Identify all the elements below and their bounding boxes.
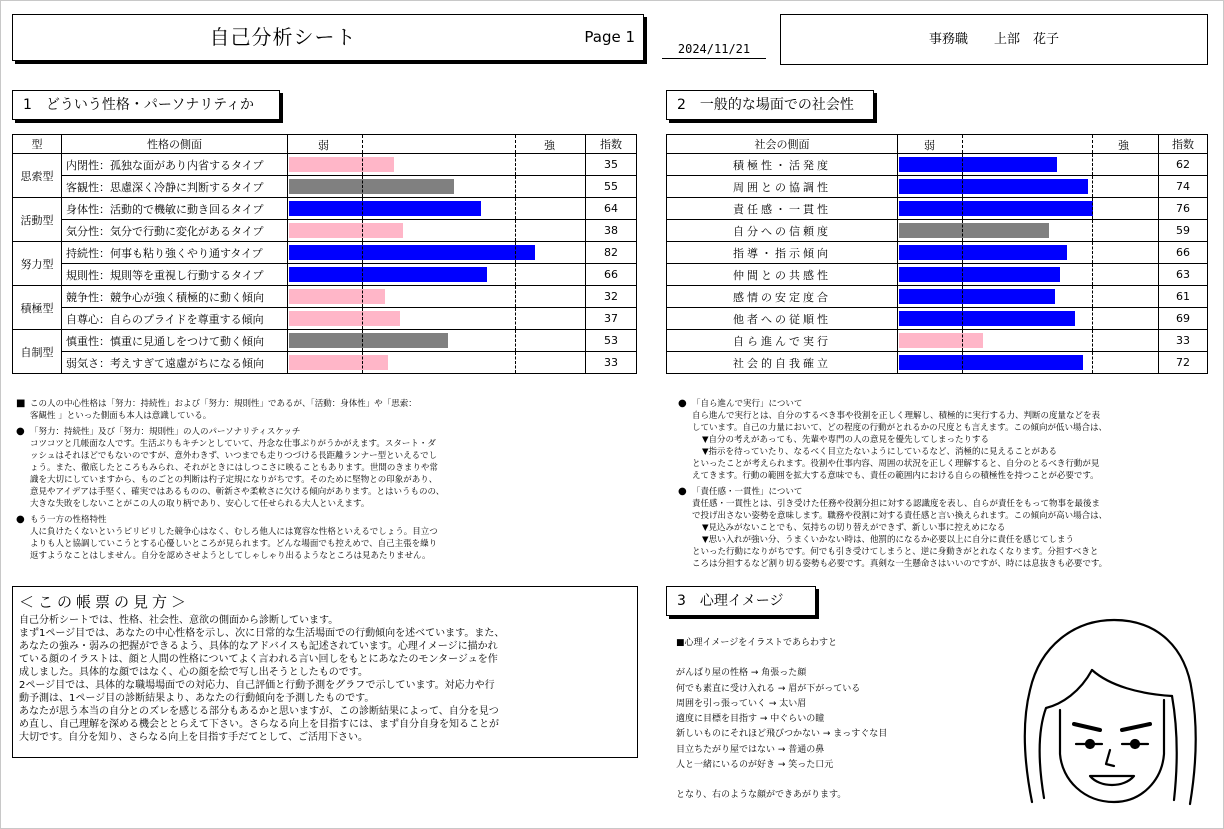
table-row [13,220,637,242]
score-cell: 55 [586,176,637,198]
col-side: 性格の側面 [62,135,288,154]
table-row [13,286,637,308]
score-bar [289,245,535,260]
score-cell: 66 [586,264,637,286]
sociality-table [666,134,1208,374]
bar-cell [898,308,1159,330]
howto-line: 成しました。具体的な顔ではなく、心の顔を絵で写し出そうとしたものです。 [19,667,368,678]
score-cell: 63 [1159,264,1208,286]
bar-cell [288,198,586,220]
howto-line: あなたの強み・弱みの把握ができるよう、具体的なアドバイスも記述されています。心理イメージに描かれ [19,641,498,652]
face-outline [1060,700,1164,802]
howto-box [12,586,638,758]
note-text: ょう。また、徹底したところもみられ、それがときにはしつこさに映ることもあります。世間のきまりや常 [30,463,438,473]
psych-item: がんばり屋の性格 → 角張った顔 [676,668,807,679]
score-bar [289,267,487,282]
score-cell: 82 [586,242,637,264]
table-row [13,176,637,198]
section2-title: 2 一般的な場面での社会性 [666,90,874,120]
psych-item: 適度に目標を目指す → 中ぐらいの瞳 [676,714,825,725]
score-cell: 64 [586,198,637,220]
psych-item: 目立ちたがり屋ではない → 普通の鼻 [676,744,825,755]
table-row [667,308,1208,330]
hair-inner-left [1040,670,1092,798]
social-side-cell: 指導・指示傾向 [667,242,898,264]
type-cell: 自制型 [13,330,62,374]
note-heading: 「努力：持続性」及び「努力：規則性」の人のパーソナリティスケッチ [30,427,301,437]
table-row [667,154,1208,176]
psych-item: 周囲を引っ張っていく → 太い眉 [676,698,807,709]
score-bar [899,245,1067,260]
howto-line: 2ページ目では、具体的な職場場面での対応力、自己評価と行動予測をグラフで示しています。対応力や行 [19,680,495,691]
howto-line: 大切です。自分を知り、さらなる向上を目指す手だてとして、ご活用下さい。 [19,732,368,743]
psych-item: 新しいものにそれほど飛びつかない → まっすぐな目 [676,729,888,740]
note-text: この人の中心性格は「努力：持続性」および「努力：規則性」であるが、「活動：身体性」や「思索： [30,399,417,409]
pupil-right [1131,740,1139,748]
psych-intro: ■心理イメージをイラストであらわすと [676,638,837,648]
side-cell: 慎重性：慎重に見通しをつけて動く傾向 [62,330,288,352]
score-bar [289,311,400,326]
sociality-notes [678,398,1198,570]
social-side-cell: 他者への従順性 [667,308,898,330]
table-row [13,264,637,286]
bar-cell [288,330,586,352]
table-row [13,242,637,264]
score-cell: 72 [1159,352,1208,374]
eyebrow-left [1074,724,1100,730]
note-text: 大きな失敗をしないことがこの人の取り柄であり、安心して任せられる大人といえます。 [30,499,370,509]
side-cell: 自尊心：自らのプライドを尊重する傾向 [62,308,288,330]
note-text: よりも人と協調していこうとする心優しいところが見られます。どんな場面でも控えめで、自己主張を繰り [30,539,438,549]
social-side-cell: 社会的自我確立 [667,352,898,374]
score-cell: 66 [1159,242,1208,264]
bullet-dot: ● [16,514,25,525]
table-row [667,220,1208,242]
side-cell: 競争性：競争心が強く積極的に動く傾向 [62,286,288,308]
side-cell: 弱気さ：考えすぎて遠慮がちになる傾向 [62,352,288,374]
bar-cell [898,352,1159,374]
score-cell: 53 [586,330,637,352]
score-cell: 33 [1159,330,1208,352]
personality-header-row [13,135,637,154]
table-row [13,330,637,352]
table-row [667,176,1208,198]
score-cell: 62 [1159,154,1208,176]
note-text: ッシュはそれほどでもないのですが、意外わきず、いつまでも走りつづける長距離ランナー型といえるでし [30,451,438,461]
bar-cell [288,176,586,198]
score-bar [899,201,1093,216]
col-social-scale [898,135,1159,154]
mouth [1090,776,1134,785]
side-cell: 持続性：何事も粘り強くやり通すタイプ [62,242,288,264]
note-text: 識を大切にしていますから、ものごとの判断は杓子定規になりがちです。そのために堅物との印象があり、 [30,475,438,485]
social-side-cell: 感情の安定度合 [667,286,898,308]
score-cell: 33 [586,352,637,374]
score-cell: 74 [1159,176,1208,198]
bar-cell [898,286,1159,308]
type-cell: 努力型 [13,242,62,286]
bar-cell [898,220,1159,242]
score-cell: 37 [586,308,637,330]
note-text: 意見やアイデアは手堅く、確実ではあるものの、斬新さや柔軟さに欠ける傾向があります。とはいうものの、 [30,487,445,497]
table-row [13,198,637,220]
score-cell: 32 [586,286,637,308]
bar-cell [898,330,1159,352]
score-cell: 76 [1159,198,1208,220]
bar-cell [288,154,586,176]
note-text: えてきます。行動の範囲を拡大する意味でも、責任の範囲内における自らの積極性を持つことが必要です。 [692,471,1099,481]
note-text: ▼指示を待っていたり、なるべく目立たないようにしているなど、消極的に見えることがある [702,447,1058,457]
bar-cell [288,264,586,286]
strong-label: 強 [544,139,555,152]
social-side-cell: 自分への信頼度 [667,220,898,242]
name-box: 事務職 上部 花子 [780,14,1208,65]
howto-line: あなたが思う本当の自分とのズレを感じる部分もあるかと思いますが、この診断結果によって、自分を見つ [19,706,499,717]
score-cell: 38 [586,220,637,242]
score-bar [899,179,1088,194]
bullet-dot: ● [678,398,687,409]
score-cell: 69 [1159,308,1208,330]
note-heading: 「責任感・一貫性」について [692,487,803,497]
col-score: 指数 [586,135,637,154]
col-social-score: 指数 [1159,135,1208,154]
table-row [667,264,1208,286]
bar-cell [288,242,586,264]
score-bar [899,333,983,348]
section3-title: 3 心理イメージ [666,586,816,616]
score-bar [289,201,481,216]
bar-cell [288,352,586,374]
type-cell: 活動型 [13,198,62,242]
type-cell: 積極型 [13,286,62,330]
score-bar [899,223,1049,238]
bar-cell [898,242,1159,264]
nose [1106,750,1114,766]
strong-label: 強 [1118,139,1129,152]
social-side-cell: 責任感・一貫性 [667,198,898,220]
bar-cell [288,220,586,242]
note-text: しています。自己の力量において、どの程度の行動がとれるかの尺度とも言えます。この傾向が低い場合は、 [692,423,1107,433]
note-text: ▼思い入れが強い分、うまくいかない時は、他罰的になるか必要以上に自分に責任を感じてしまう [702,535,1075,545]
score-bar [289,223,403,238]
score-bar [899,311,1075,326]
table-row [667,330,1208,352]
table-row [667,352,1208,374]
bar-cell [898,154,1159,176]
note-text: で投げ出さない姿勢を意味します。職務や役割に対する責任感と言い換えられます。この傾向が高い場合は、 [692,511,1108,521]
score-bar [899,157,1057,172]
score-bar [289,157,394,172]
side-cell: 客観性：思慮深く冷静に判断するタイプ [62,176,288,198]
note-text: ころは分担するなど割り切る姿勢も必要です。真剣な一生懸命さはいいのですが、時には息抜きも必要です。 [692,559,1108,569]
howto-line: 自己分析シートでは、性格、社会性、意欲の側面から診断しています。 [19,615,339,626]
side-cell: 気分性：気分で行動に変化があるタイプ [62,220,288,242]
note-text: 自ら進んで実行とは、自分のするべき事や役割を正しく理解し、積極的に実行する力、判断の度量などを表 [692,411,1101,421]
score-bar [289,333,448,348]
note-text: ▼見込みがないことでも、気持ちの切り替えができず、新しい事に控えめになる [702,523,1006,533]
bar-cell [898,264,1159,286]
score-bar [289,355,388,370]
bar-cell [898,176,1159,198]
note-text: 返すようなことはしません。自分を認めさせようとしてしゃしゃり出るようなところは見あたりません。 [30,551,431,561]
sheet-title: 自己分析シート [209,25,357,49]
social-side-cell: 周囲との協調性 [667,176,898,198]
score-cell: 61 [1159,286,1208,308]
side-cell: 内閉性：孤独な面があり内省するタイプ [62,154,288,176]
table-row [13,352,637,374]
bullet-dot: ● [678,486,687,497]
howto-line: 動予測は、1ページ目の診断結果より、あなたの行動傾向を予測したものです。 [19,693,375,704]
note-text: といったことが考えられます。役割や仕事内容、周囲の状況を正しく理解すると、自分のとるべき行動が見 [692,459,1100,469]
score-bar [289,179,454,194]
eyebrow-right [1122,724,1150,730]
note-text: 人に負けたくないというピリピリした競争心はなく、むしろ他人には寛容な性格といえるでしょう。目立つ [30,527,438,537]
bar-cell [288,308,586,330]
bullet-dot: ● [16,426,25,437]
bullet-square: ■ [16,398,26,409]
weak-label: 弱 [318,139,329,152]
bar-cell [898,198,1159,220]
table-row [667,198,1208,220]
report-date: 2024/11/21 [662,42,766,59]
table-row [13,308,637,330]
col-social-side: 社会の側面 [667,135,898,154]
bangs [1092,670,1172,696]
note-text: といった行動になりがちです。何でも引き受けてしまうと、逆に身動きがとれなくなります。分担すべきと [692,547,1099,557]
hair-inner-right [1172,696,1177,800]
bar-cell [288,286,586,308]
col-type: 型 [13,135,62,154]
psych-outro: となり、右のような顔ができあがります。 [676,790,847,801]
psych-item: 何でも素直に受け入れる → 眉が下がっている [676,683,861,694]
howto-title: ＜この帳票の見方＞ [19,593,191,611]
psych-image-text [676,636,1006,804]
howto-line: まず1ページ目では、あなたの中心性格を示し、次に日常的な生活場面での行動傾向を述べています。また、 [19,628,505,639]
howto-line: ている顔のイラストは、顔と人間の性格についてよく言われる言い回しをもとにあなたのモンタージュを作 [19,654,498,665]
side-cell: 規則性：規則等を重視し行動するタイプ [62,264,288,286]
personality-notes [16,398,636,562]
social-side-cell: 仲間との共感性 [667,264,898,286]
table-row [667,242,1208,264]
table-row [13,154,637,176]
score-cell: 35 [586,154,637,176]
note-text: 客観性 」といった側面も本人は意識している。 [30,411,212,421]
face-illustration [1010,612,1206,812]
social-side-cell: 自ら進んで実行 [667,330,898,352]
score-bar [899,267,1060,282]
section1-title: 1 どういう性格・パーソナリティか [12,90,280,120]
type-cell: 思索型 [13,154,62,198]
score-bar [899,355,1083,370]
psych-item: 人と一緒にいるのが好き → 笑った口元 [676,760,834,771]
pupil-left [1086,740,1094,748]
table-row [667,286,1208,308]
col-scale [288,135,586,154]
score-bar [899,289,1055,304]
sociality-header-row [667,135,1208,154]
weak-label: 弱 [924,139,935,152]
note-heading: もう一方の性格特性 [30,515,107,525]
personality-table [12,134,637,374]
title-box [12,14,644,61]
note-text: コツコツと几帳面な人です。生活ぶりもキチンとしていて、丹念な仕事ぶりがうかがえます。スタート・ダ [30,439,436,449]
note-heading: 「自ら進んで実行」について [692,399,803,409]
howto-line: め直し、自己理解を深める機会ととらえて下さい。さらなる向上を目指すには、まず自分自身を知ることが [19,719,499,730]
score-cell: 59 [1159,220,1208,242]
note-text: ▼自分の考えがあっても、先輩や専門の人の意見を優先してしまったりする [702,435,989,445]
side-cell: 身体性：活動的で機敏に動き回るタイプ [62,198,288,220]
score-bar [289,289,385,304]
note-text: 責任感・一貫性とは、引き受けた任務や役割分担に対する認識度を表し、自らが責任をもって物事を最後ま [692,499,1101,509]
howto-body [13,612,637,746]
page-number: Page 1 [584,28,635,46]
social-side-cell: 積極性・活発度 [667,154,898,176]
